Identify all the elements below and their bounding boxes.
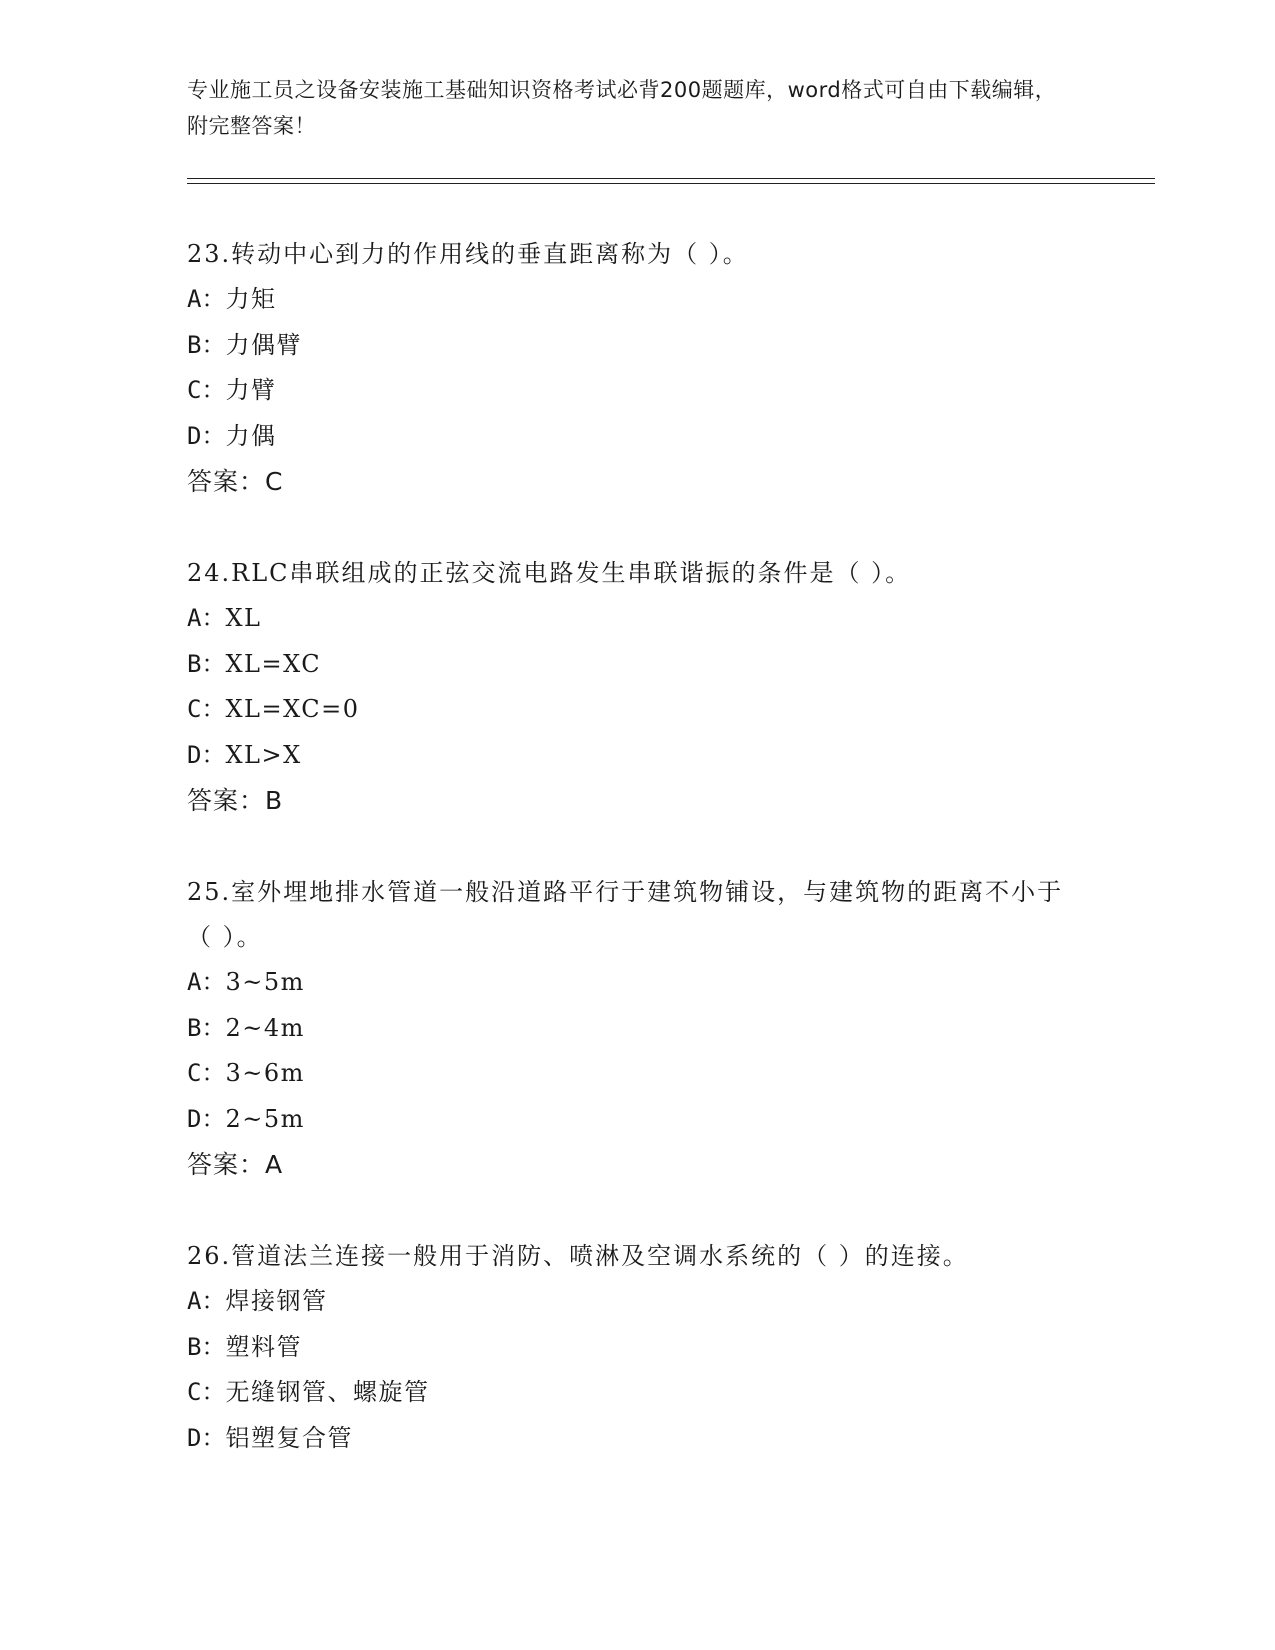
answer-line: 答案：C [187, 467, 284, 496]
header-text: 专业施工员之设备安装施工基础知识资格考试必背200题题库，word格式可自由下载编辑，附完整答案！ [187, 78, 1057, 138]
option-b [187, 1006, 1087, 1052]
option-d [187, 1416, 1087, 1462]
question-stem: 26.管道法兰连接一般用于消防、喷淋及空调水系统的（ ）的连接。 [187, 1242, 969, 1270]
option-text: 无缝钢管、螺旋管 [225, 1378, 430, 1406]
header-divider-top [187, 178, 1155, 179]
option-text: 力矩 [225, 285, 277, 313]
question-26 [187, 1234, 1087, 1461]
option-text: 塑料管 [225, 1332, 302, 1361]
document-header [187, 72, 1067, 144]
question-25 [187, 870, 1087, 1187]
header-divider-bottom [187, 183, 1155, 184]
option-letter: B： [187, 649, 226, 678]
option-letter: C： [187, 695, 226, 723]
option-letter: C： [187, 1059, 226, 1087]
option-letter: A： [187, 285, 226, 313]
question-stem: 24.RLC串联组成的正弦交流电路发生串联谐振的条件是（ ）。 [187, 559, 912, 587]
option-letter: B： [187, 330, 226, 359]
question-24 [187, 551, 1087, 823]
option-a [187, 277, 1087, 323]
option-c [187, 368, 1087, 414]
option-text: 2~5m [225, 1104, 305, 1133]
answer-line: 答案：A [187, 1150, 284, 1179]
option-letter: D： [187, 421, 226, 450]
option-text: XL [225, 604, 262, 632]
option-d [187, 733, 1087, 779]
option-b [187, 323, 1087, 369]
option-letter: B： [187, 1013, 226, 1042]
option-b [187, 642, 1087, 688]
option-b [187, 1325, 1087, 1371]
option-text: 3~6m [225, 1059, 305, 1087]
question-stem: 23.转动中心到力的作用线的垂直距离称为（ ）。 [187, 240, 749, 268]
option-text: XL>X [225, 740, 302, 769]
option-letter: A： [187, 604, 226, 632]
option-text: 力臂 [225, 376, 277, 404]
option-text: 铝塑复合管 [225, 1423, 353, 1452]
option-text: XL=XC [225, 649, 322, 678]
option-text: 力偶臂 [225, 330, 302, 359]
answer-line: 答案：B [187, 786, 284, 815]
option-letter: A： [187, 1287, 226, 1315]
option-text: 2~4m [225, 1013, 305, 1042]
option-c [187, 687, 1087, 733]
option-letter: B： [187, 1332, 226, 1361]
option-d [187, 414, 1087, 460]
option-c [187, 1370, 1087, 1416]
option-letter: A： [187, 968, 226, 996]
option-c [187, 1051, 1087, 1097]
option-letter: C： [187, 376, 226, 404]
option-a [187, 960, 1087, 1006]
option-letter: D： [187, 1423, 226, 1452]
option-letter: D： [187, 1104, 226, 1133]
option-letter: C： [187, 1378, 226, 1406]
question-23 [187, 232, 1087, 504]
option-text: 焊接钢管 [225, 1287, 328, 1315]
option-text: 力偶 [225, 421, 277, 450]
option-letter: D： [187, 740, 226, 769]
option-a [187, 596, 1087, 642]
option-text: 3~5m [225, 968, 305, 996]
option-d [187, 1097, 1087, 1143]
question-stem: 25.室外埋地排水管道一般沿道路平行于建筑物铺设，与建筑物的距离不小于（ ）。 [187, 878, 1064, 951]
option-a [187, 1279, 1087, 1325]
option-text: XL=XC=0 [225, 695, 360, 723]
